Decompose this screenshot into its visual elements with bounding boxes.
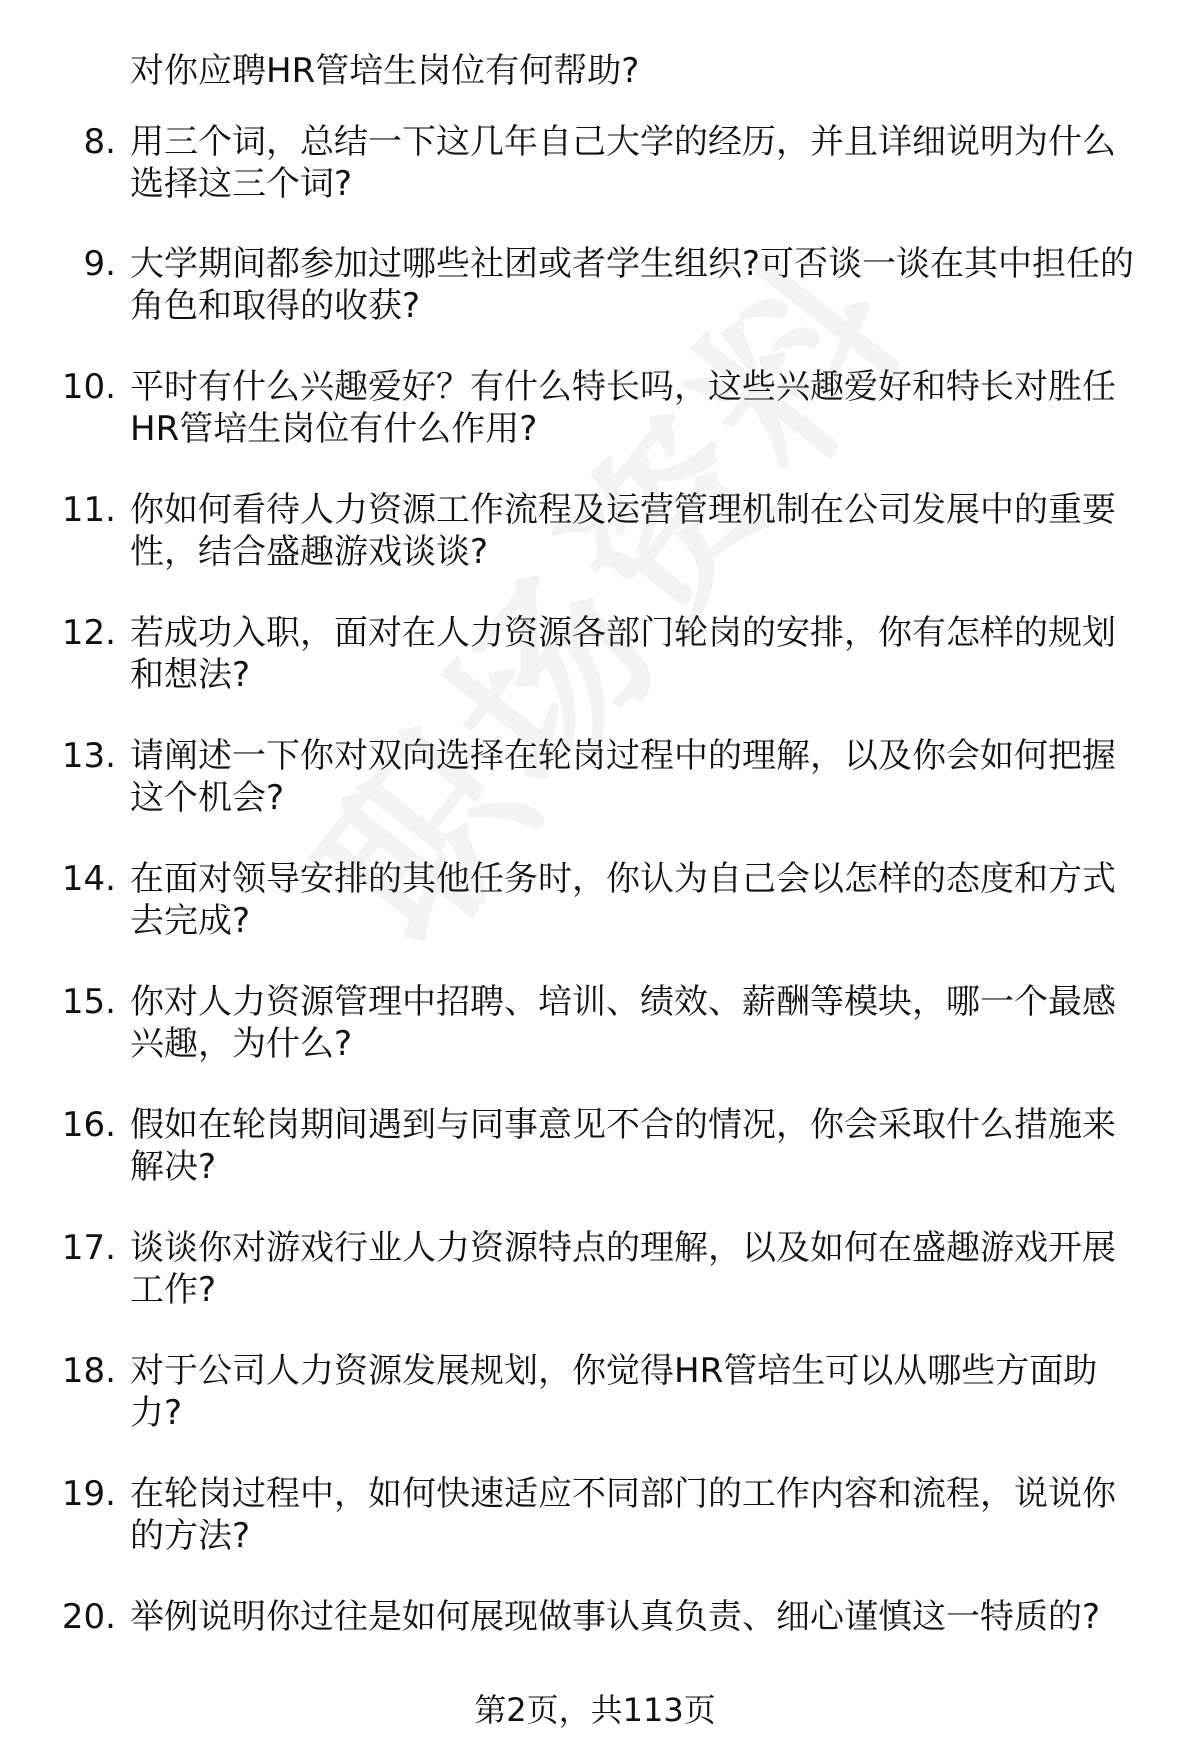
question-number: 18. (61, 1351, 116, 1391)
question-number: 13. (61, 736, 116, 776)
question-text: 在轮岗过程中，如何快速适应不同部门的工作内容和流程，说说你的方法? (130, 1474, 1116, 1556)
question-text: 请阐述一下你对双向选择在轮岗过程中的理解，以及你会如何把握这个机会? (130, 736, 1116, 818)
question-number: 16. (61, 1105, 116, 1145)
question-number: 15. (61, 982, 116, 1022)
question-text: 你对人力资源管理中招聘、培训、绩效、薪酬等模块，哪一个最感兴趣，为什么? (130, 982, 1116, 1064)
question-number: 20. (61, 1597, 116, 1637)
question-text: 平时有什么兴趣爱好？有什么特长吗，这些兴趣爱好和特长对胜任HR管培生岗位有什么作用? (130, 367, 1116, 449)
question-text: 你如何看待人力资源工作流程及运营管理机制在公司发展中的重要性，结合盛趣游戏谈谈? (130, 490, 1116, 572)
question-number: 11. (61, 490, 116, 530)
question-number: 14. (61, 859, 116, 899)
question-text: 用三个词，总结一下这几年自己大学的经历，并且详细说明为什么选择这三个词? (130, 122, 1116, 204)
page-number-footer: 第2页，共113页 (474, 1691, 716, 1729)
question-number: 19. (61, 1474, 116, 1514)
question-number: 8. (83, 122, 116, 162)
question-text: 对于公司人力资源发展规划，你觉得HR管培生可以从哪些方面助力? (130, 1351, 1098, 1433)
question-text: 假如在轮岗期间遇到与同事意见不合的情况，你会采取什么措施来解决? (130, 1105, 1116, 1187)
question-number: 17. (61, 1228, 116, 1268)
question-text: 谈谈你对游戏行业人力资源特点的理解，以及如何在盛趣游戏开展工作? (130, 1228, 1116, 1310)
question-text: 若成功入职，面对在人力资源各部门轮岗的安排，你有怎样的规划和想法? (130, 613, 1116, 695)
question-text: 在面对领导安排的其他任务时，你认为自己会以怎样的态度和方式去完成? (130, 859, 1116, 941)
question-text: 举例说明你过往是如何展现做事认真负责、细心谨慎这一特质的? (130, 1597, 1101, 1637)
question-number: 9. (83, 244, 116, 284)
question-text: 大学期间都参加过哪些社团或者学生组织?可否谈一谈在其中担任的角色和取得的收获? (130, 244, 1135, 326)
question-number: 12. (61, 613, 116, 653)
question-number: 10. (61, 367, 116, 407)
continued-question-text: 对你应聘HR管培生岗位有何帮助? (130, 51, 640, 91)
